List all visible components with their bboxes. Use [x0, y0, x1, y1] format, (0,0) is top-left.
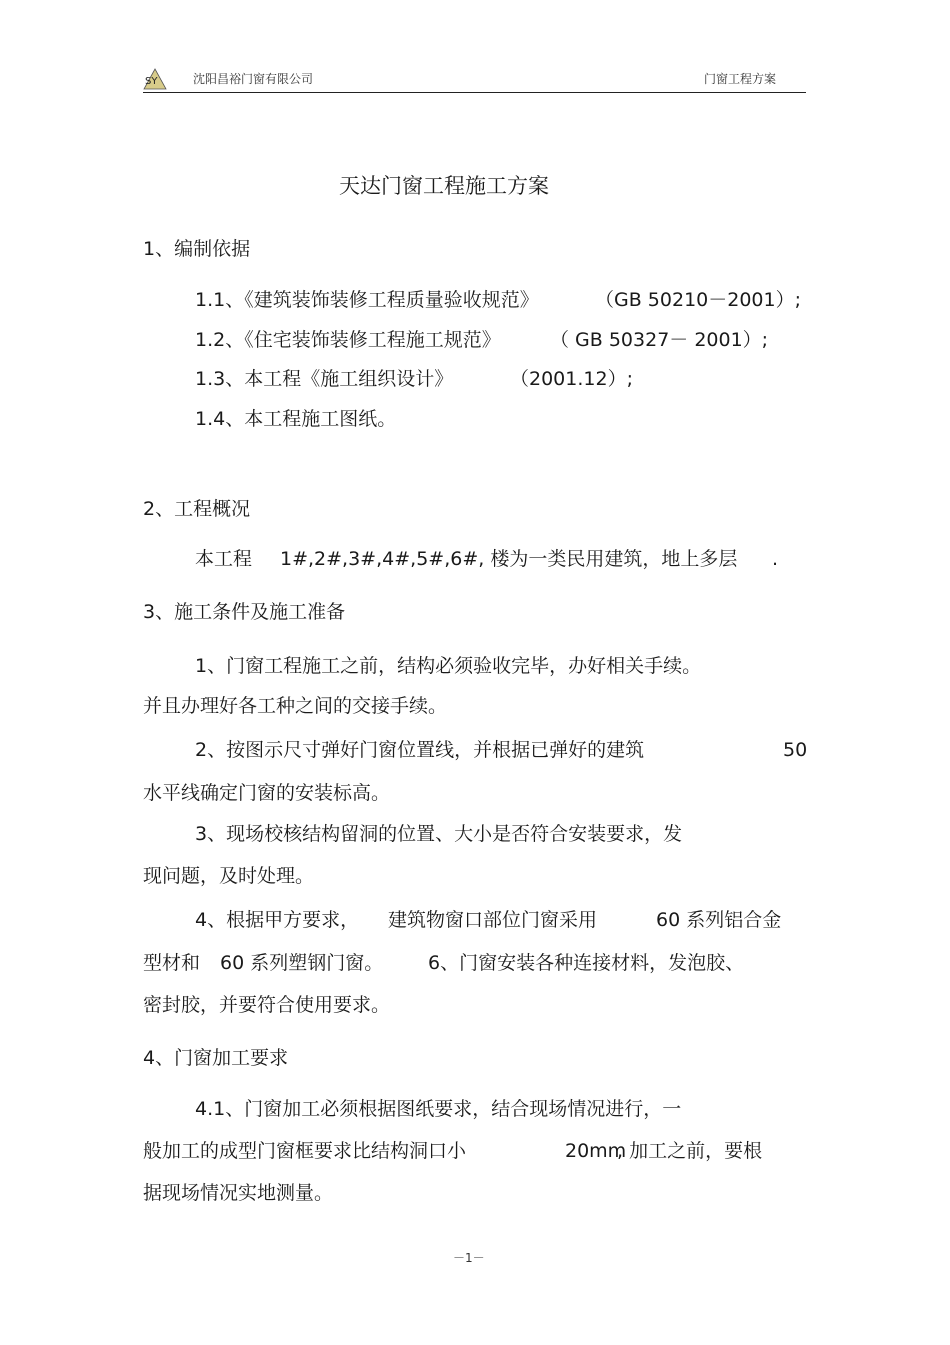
- prep-3-line-1: 3、现场校核结构留洞的位置、大小是否符合安装要求，发: [195, 823, 683, 845]
- overview-text-b: 1#,2#,3#,4#,5#,6#, 楼为一类民用建筑，地上多层: [280, 548, 738, 570]
- page-header: [143, 66, 806, 93]
- prep-4-line-1b: 建筑物窗口部位门窗采用: [388, 909, 598, 931]
- section-3-heading: 3、施工条件及施工准备: [143, 601, 346, 623]
- fab-1-line-2a: 般加工的成型门窗框要求比结构洞口小: [143, 1140, 467, 1162]
- basis-item-2-code: （ GB 50327－ 2001）;: [550, 329, 769, 351]
- fab-1-line-2c: , 加工之前，要根: [617, 1140, 763, 1162]
- document-type: 门窗工程方案: [703, 72, 776, 86]
- prep-4-line-2a: 型材和: [143, 952, 201, 974]
- basis-item-1-name: 1.1、《建筑装饰装修工程质量验收规范》: [195, 289, 539, 311]
- company-logo-icon: [143, 68, 167, 90]
- fab-1-line-2b: 20mm: [565, 1140, 627, 1162]
- prep-1-line-2: 并且办理好各工种之间的交接手续。: [143, 695, 448, 717]
- svg-text:SY: SY: [145, 76, 158, 87]
- page-title: 天达门窗工程施工方案: [339, 174, 549, 198]
- section-2-heading: 2、工程概况: [143, 498, 251, 520]
- prep-4-line-2c: 6、门窗安装各种连接材料，发泡胶、: [428, 952, 745, 974]
- prep-4-line-1a: 4、根据甲方要求，: [195, 909, 360, 931]
- basis-item-2-name: 1.2、《住宅装饰装修工程施工规范》: [195, 329, 501, 351]
- fab-1-line-3: 据现场情况实地测量。: [143, 1182, 334, 1204]
- prep-2-line-2: 水平线确定门窗的安装标高。: [143, 782, 391, 804]
- section-4-heading: 4、门窗加工要求: [143, 1047, 289, 1069]
- basis-item-3-code: （2001.12）;: [510, 368, 633, 390]
- page-number: －1－: [453, 1251, 485, 1265]
- basis-item-3-name: 1.3、本工程《施工组织设计》: [195, 368, 454, 390]
- prep-2-line-1a: 2、按图示尺寸弹好门窗位置线，并根据已弹好的建筑: [195, 739, 645, 761]
- fab-1-line-1: 4.1、门窗加工必须根据图纸要求，结合现场情况进行，一: [195, 1098, 682, 1120]
- prep-3-line-2: 现问题，及时处理。: [143, 865, 315, 887]
- basis-item-4: 1.4、本工程施工图纸。: [195, 408, 397, 430]
- prep-1-line-1: 1、门窗工程施工之前，结构必须验收完毕，办好相关手续。: [195, 655, 702, 677]
- basis-item-1-code: （GB 50210－2001）;: [595, 289, 801, 311]
- section-1-heading: 1、编制依据: [143, 238, 251, 260]
- prep-4-line-3: 密封胶，并要符合使用要求。: [143, 994, 391, 1016]
- prep-4-line-1c: 60 系列铝合金: [656, 909, 782, 931]
- company-name: 沈阳昌裕门窗有限公司: [193, 72, 314, 86]
- overview-text-c: .: [772, 548, 779, 570]
- overview-text-a: 本工程: [195, 548, 253, 570]
- prep-2-line-1b: 50: [783, 739, 808, 761]
- prep-4-line-2b: 60 系列塑钢门窗。: [220, 952, 384, 974]
